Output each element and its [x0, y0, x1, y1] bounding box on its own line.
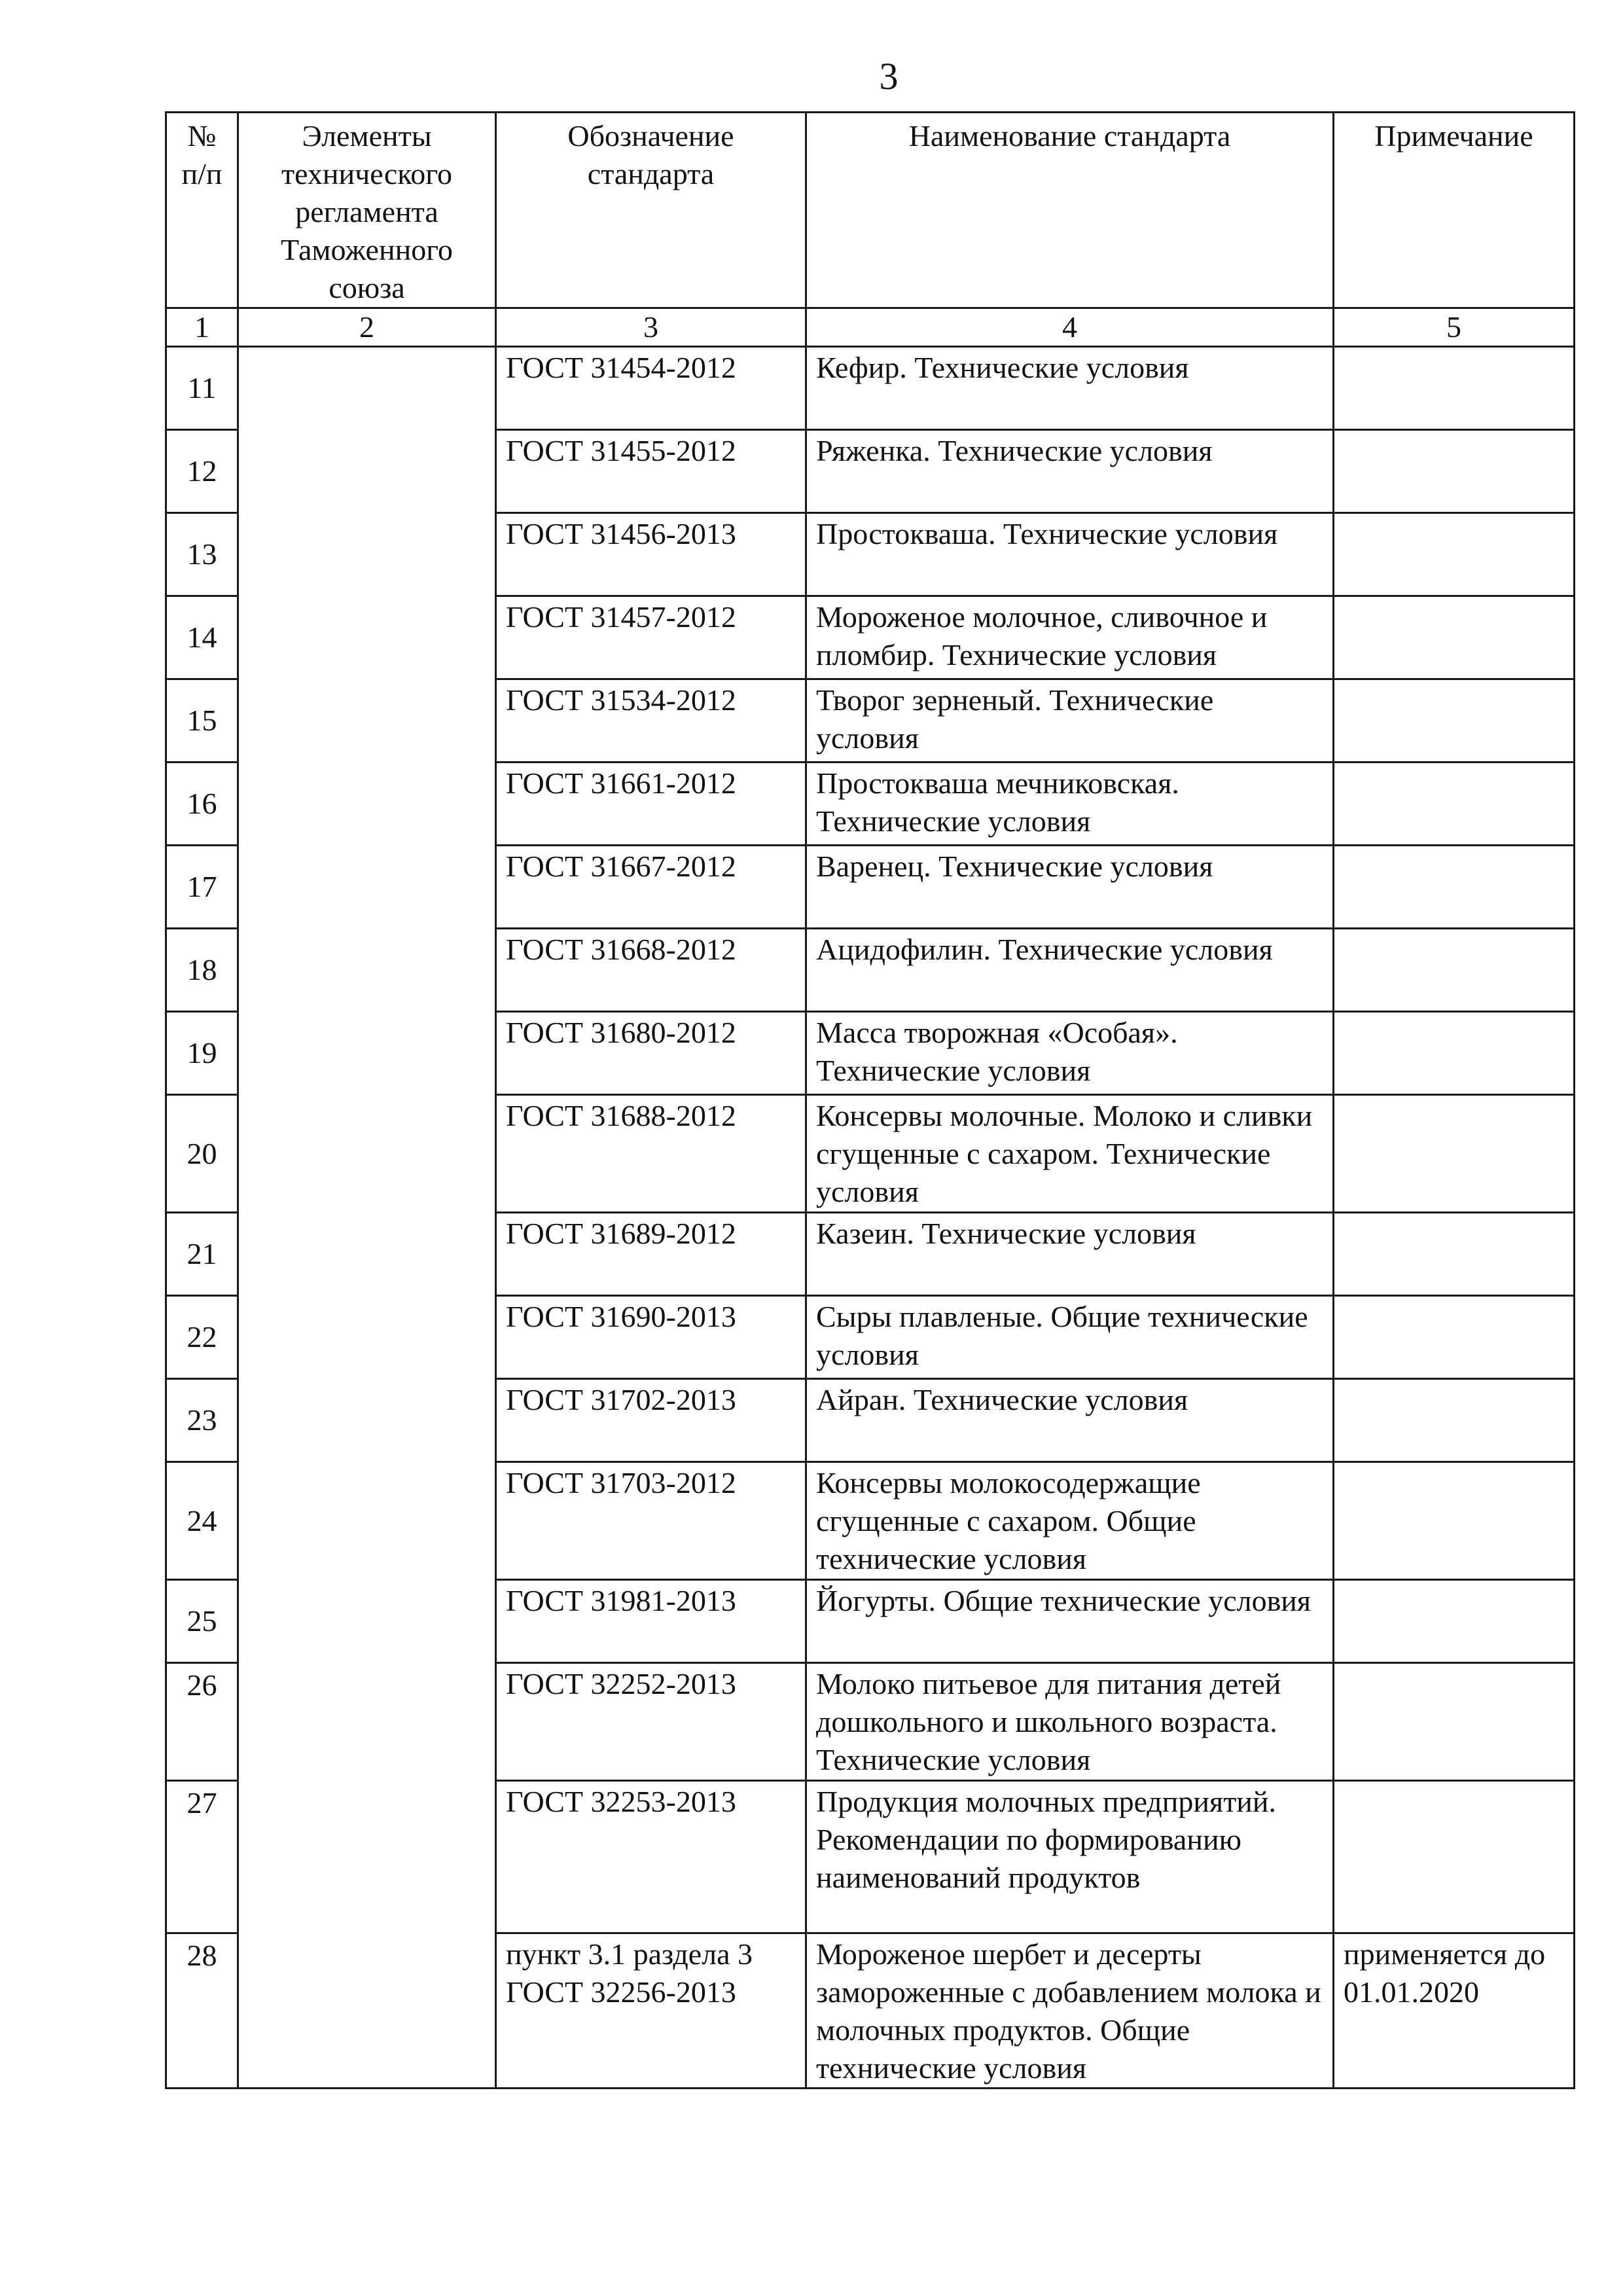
standard-code: ГОСТ 31534-2012 — [496, 679, 806, 762]
standard-code: ГОСТ 31680-2012 — [496, 1012, 806, 1095]
standard-code: ГОСТ 31668-2012 — [496, 929, 806, 1012]
standard-code: ГОСТ 31667-2012 — [496, 846, 806, 929]
row-number: 20 — [166, 1095, 238, 1213]
row-number: 13 — [166, 513, 238, 596]
column-number: 5 — [1334, 308, 1575, 347]
page-number: 3 — [879, 55, 899, 98]
standard-note — [1334, 762, 1575, 846]
standard-note — [1334, 596, 1575, 679]
standard-note — [1334, 1663, 1575, 1781]
header-standard-name: Наименование стандарта — [806, 113, 1334, 308]
standard-name: Продукция молочных предприятий. Рекомендации по формированию наименований продуктов — [806, 1781, 1334, 1933]
row-number: 28 — [166, 1933, 238, 2089]
standard-note — [1334, 1296, 1575, 1379]
row-number: 26 — [166, 1663, 238, 1781]
standard-name: Консервы молочные. Молоко и сливки сгущенные с сахаром. Технические условия — [806, 1095, 1334, 1213]
standard-name: Айран. Технические условия — [806, 1379, 1334, 1462]
standard-note — [1334, 1781, 1575, 1933]
standard-note — [1334, 1580, 1575, 1663]
row-number: 25 — [166, 1580, 238, 1663]
standard-note — [1334, 679, 1575, 762]
column-number: 3 — [496, 308, 806, 347]
row-number: 12 — [166, 430, 238, 513]
standard-name: Варенец. Технические условия — [806, 846, 1334, 929]
standard-code: пункт 3.1 раздела 3 ГОСТ 32256-2013 — [496, 1933, 806, 2089]
standard-name: Мороженое шербет и десерты замороженные с добавлением молока и молочных продуктов. Общие технические условия — [806, 1933, 1334, 2089]
standard-code: ГОСТ 31689-2012 — [496, 1213, 806, 1296]
standard-name: Казеин. Технические условия — [806, 1213, 1334, 1296]
standard-name: Сыры плавленые. Общие технические условия — [806, 1296, 1334, 1379]
header-number: № п/п — [166, 113, 238, 308]
standard-name: Простокваша мечниковская. Технические условия — [806, 762, 1334, 846]
standard-name: Масса творожная «Особая». Технические условия — [806, 1012, 1334, 1095]
standard-note — [1334, 1379, 1575, 1462]
row-number: 14 — [166, 596, 238, 679]
standard-name: Ряженка. Технические условия — [806, 430, 1334, 513]
column-number: 4 — [806, 308, 1334, 347]
standard-name: Йогурты. Общие технические условия — [806, 1580, 1334, 1663]
table-row — [166, 347, 1575, 430]
standard-note — [1334, 1213, 1575, 1296]
row-number: 18 — [166, 929, 238, 1012]
standard-note — [1334, 430, 1575, 513]
row-number: 27 — [166, 1781, 238, 1933]
column-number-row — [166, 308, 1575, 347]
row-number: 19 — [166, 1012, 238, 1095]
header-row — [166, 113, 1575, 308]
standard-name: Простокваша. Технические условия — [806, 513, 1334, 596]
standard-code: ГОСТ 31702-2013 — [496, 1379, 806, 1462]
row-number: 16 — [166, 762, 238, 846]
standard-code: ГОСТ 31690-2013 — [496, 1296, 806, 1379]
header-elements: Элементы технического регламента Таможенного союза — [238, 113, 496, 308]
standard-code: ГОСТ 31457-2012 — [496, 596, 806, 679]
row-number: 21 — [166, 1213, 238, 1296]
row-number: 23 — [166, 1379, 238, 1462]
standard-code: ГОСТ 31455-2012 — [496, 430, 806, 513]
header-note: Примечание — [1334, 113, 1575, 308]
standard-code: ГОСТ 31454-2012 — [496, 347, 806, 430]
standard-code: ГОСТ 31981-2013 — [496, 1580, 806, 1663]
row-number: 17 — [166, 846, 238, 929]
standard-note — [1334, 846, 1575, 929]
standard-code: ГОСТ 31456-2013 — [496, 513, 806, 596]
standard-code: ГОСТ 31703-2012 — [496, 1462, 806, 1580]
row-number: 22 — [166, 1296, 238, 1379]
standard-name: Консервы молокосодержащие сгущенные с сахаром. Общие технические условия — [806, 1462, 1334, 1580]
standard-note — [1334, 347, 1575, 430]
header-designation: Обозначение стандарта — [496, 113, 806, 308]
row-number: 15 — [166, 679, 238, 762]
standard-note: применяется до 01.01.2020 — [1334, 1933, 1575, 2089]
standard-name: Молоко питьевое для питания детей дошкольного и школьного возраста. Технические условия — [806, 1663, 1334, 1781]
standard-name: Ацидофилин. Технические условия — [806, 929, 1334, 1012]
standard-code: ГОСТ 32253-2013 — [496, 1781, 806, 1933]
standard-note — [1334, 1095, 1575, 1213]
standard-code: ГОСТ 31661-2012 — [496, 762, 806, 846]
standard-name: Кефир. Технические условия — [806, 347, 1334, 430]
standard-name: Творог зерненый. Технические условия — [806, 679, 1334, 762]
row-number: 11 — [166, 347, 238, 430]
standards-table — [165, 111, 1575, 2089]
column-number: 1 — [166, 308, 238, 347]
row-number: 24 — [166, 1462, 238, 1580]
standard-code: ГОСТ 31688-2012 — [496, 1095, 806, 1213]
elements-cell — [238, 347, 496, 2089]
standard-code: ГОСТ 32252-2013 — [496, 1663, 806, 1781]
standard-note — [1334, 1012, 1575, 1095]
standard-note — [1334, 1462, 1575, 1580]
standard-note — [1334, 929, 1575, 1012]
column-number: 2 — [238, 308, 496, 347]
standard-name: Мороженое молочное, сливочное и пломбир. Технические условия — [806, 596, 1334, 679]
standard-note — [1334, 513, 1575, 596]
